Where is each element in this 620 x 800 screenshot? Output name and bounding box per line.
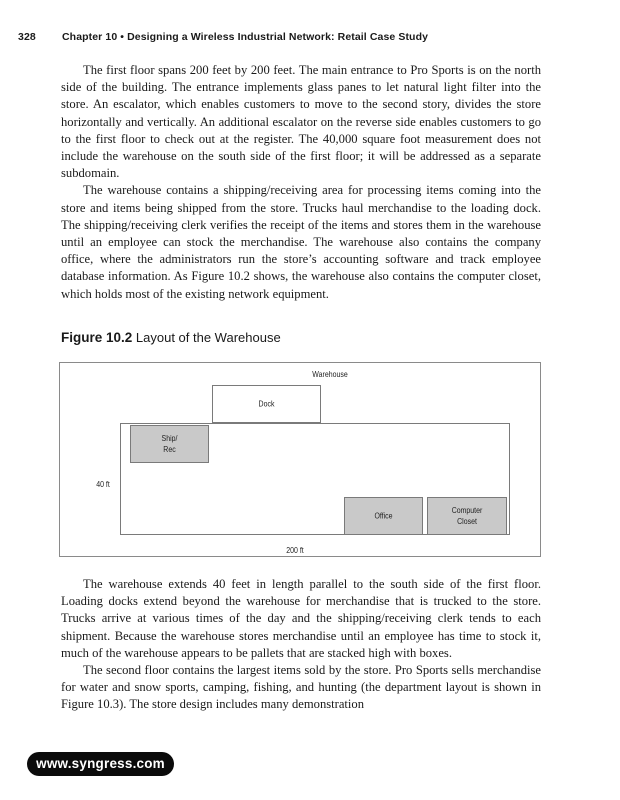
figure-caption-text: Layout of the Warehouse bbox=[135, 330, 281, 345]
ship-rec-label-line2: Rec bbox=[163, 444, 176, 454]
office-label: Office bbox=[374, 510, 393, 521]
body-text-bottom bbox=[61, 576, 541, 714]
computer-closet-label-line2: Closet bbox=[457, 516, 477, 526]
dock-box bbox=[212, 385, 321, 423]
computer-closet-label-line1: Computer bbox=[451, 505, 483, 515]
figure-caption bbox=[61, 330, 281, 345]
height-dimension-label: 40 ft bbox=[96, 479, 110, 489]
diagram-title: Warehouse bbox=[312, 369, 348, 379]
paragraph: The warehouse contains a shipping/receiving area for processing items coming into the store and items being shipped from the store. Trucks haul merchandise to the loading dock. The shipping/receiving clerk verifies the receipt of the items and stores them in the warehouse until an employee can stock the merchandise. The warehouse also contains the company office, where the administrators run the store’s accounting software and track employee database information. As Figure 10.2 shows, the warehouse also contains the computer closet, which holds most of the existing network equipment. bbox=[61, 183, 541, 301]
paragraph: The first floor spans 200 feet by 200 feet. The main entrance to Pro Sports is on the north side of the building. The entrance implements glass panes to let natural light filter into the store. An escalator, which enables customers to move to the second story, divides the store horizontally and vertically. An additional escalator on the reverse side enables customers to go to the first floor to check out at the register. The 40,000 square foot measurement does not include the warehouse on the south side of the first floor; it will be addressed as a separate subdomain. bbox=[61, 63, 541, 181]
page-number: 328 bbox=[18, 31, 36, 43]
syngress-url-logo: www.syngress.com bbox=[27, 752, 174, 776]
running-header bbox=[18, 31, 428, 43]
computer-closet-box bbox=[427, 497, 507, 535]
chapter-title: Chapter 10 • Designing a Wireless Industrial Network: Retail Case Study bbox=[62, 31, 429, 43]
office-box bbox=[344, 497, 423, 535]
paragraph: The second floor contains the largest items sold by the store. Pro Sports sells merchandise for water and snow sports, camping, fishing, and hunting (the department layout is shown in Figure 10.3). The store design includes many demonstration bbox=[61, 663, 541, 712]
ship-rec-label bbox=[138, 433, 201, 455]
figure-label: Figure 10.2 bbox=[61, 330, 133, 345]
width-dimension-label: 200 ft bbox=[286, 545, 304, 555]
body-text-top bbox=[61, 62, 541, 303]
ship-rec-box bbox=[130, 425, 209, 463]
dock-label: Dock bbox=[258, 398, 275, 409]
ship-rec-label-line1: Ship/ bbox=[161, 433, 178, 443]
computer-closet-label bbox=[435, 505, 499, 527]
warehouse-diagram bbox=[59, 362, 541, 557]
paragraph: The warehouse extends 40 feet in length parallel to the south side of the first floor. Loading docks extend beyond the warehouse for merchandise that is trucked to the store. Trucks arrive at various times of the day and the shipping/receiving clerk tends to each shipment. Because the warehouse stores merchandise until an employee has time to stock it, much of the warehouse appears to be pallets that are stacked high with boxes. bbox=[61, 577, 541, 660]
